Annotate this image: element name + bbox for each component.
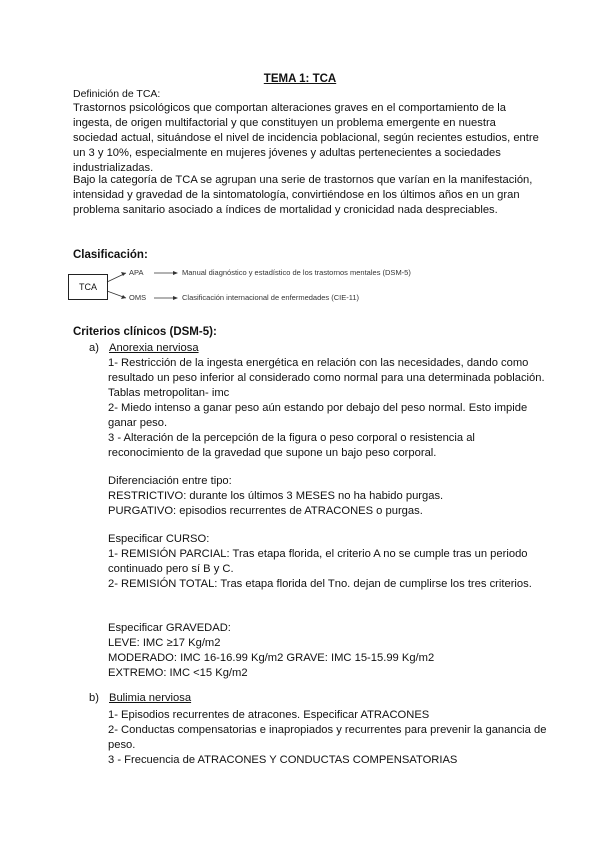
bulimia-heading-row <box>89 692 191 704</box>
arrowhead-oms-text <box>173 296 178 300</box>
list-marker: b) <box>89 692 99 704</box>
bulimia-heading: Bulimia nerviosa <box>109 692 192 704</box>
list-item: 2- Conductas compensatorias e inapropiados y recurrentes para prevenir la ganancia de peso. <box>108 724 547 751</box>
list-item: PURGATIVO: episodios recurrentes de ATRACONES o purgas. <box>108 505 423 517</box>
anorexia-heading-row <box>89 342 199 354</box>
classification-heading: Clasificación: <box>73 249 148 261</box>
category-paragraph: Bajo la categoría de TCA se agrupan una serie de trastornos que varían en la manifestación, intensidad y gravedad de la sintomatología, convirtiéndose en los últimos años en un gran problema sanitario asociado a índices de mortalidad y cronicidad nada despreciables. <box>73 174 533 216</box>
anorexia-criteria <box>108 356 548 461</box>
list-marker: a) <box>89 342 99 354</box>
anorexia-types <box>108 474 548 519</box>
arrowhead-apa-text <box>173 271 178 275</box>
oms-description: Clasificación internacional de enfermedades (CIE-11) <box>182 293 360 302</box>
anorexia-course <box>108 532 548 592</box>
list-item: 2- Miedo intenso a ganar peso aún estando por debajo del peso normal. Esto impide ganar peso. <box>108 402 528 429</box>
list-item: MODERADO: IMC 16-16.99 Kg/m2 GRAVE: IMC 15-15.99 Kg/m2 <box>108 652 435 664</box>
list-item: LEVE: IMC ≥17 Kg/m2 <box>108 637 221 649</box>
definition-heading: Definición de TCA: <box>73 88 161 100</box>
list-item: 3 - Alteración de la percepción de la figura o peso corporal o resistencia al reconocimiento de la gravedad que supone un bajo peso corporal. <box>108 432 475 459</box>
types-heading: Diferenciación entre tipo: <box>108 475 232 487</box>
page-title: TEMA 1: TCA <box>263 73 337 85</box>
apa-label: APA <box>129 268 144 277</box>
tca-box: TCA <box>68 274 108 300</box>
bulimia-criteria <box>108 708 548 768</box>
list-item: 1- REMISIÓN PARCIAL: Tras etapa florida, el criterio A no se cumple tras un periodo continuado pero sí B y C. <box>108 548 528 575</box>
list-item: 1- Restricción de la ingesta energética en relación con las necesidades, dando como resultado un peso inferior al considerado como normal para una determinada población. Tablas metropolitan- imc <box>108 357 545 399</box>
classification-diagram <box>68 267 468 309</box>
criteria-heading: Criterios clínicos (DSM-5): <box>73 326 217 338</box>
list-item: 1- Episodios recurrentes de atracones. Especificar ATRACONES <box>108 709 430 721</box>
anorexia-heading: Anorexia nerviosa <box>109 342 199 354</box>
list-item: RESTRICTIVO: durante los últimos 3 MESES no ha habido purgas. <box>108 490 444 502</box>
anorexia-severity <box>108 621 548 681</box>
list-item: 2- REMISIÓN TOTAL: Tras etapa florida del Tno. dejan de cumplirse los tres criterios. <box>108 578 532 590</box>
list-item: 3 - Frecuencia de ATRACONES Y CONDUCTAS COMPENSATORIAS <box>108 754 458 766</box>
course-heading: Especificar CURSO: <box>108 533 210 545</box>
list-item: EXTREMO: IMC <15 Kg/m2 <box>108 667 248 679</box>
oms-label: OMS <box>129 293 147 302</box>
definition-paragraph: Trastornos psicológicos que comportan alteraciones graves en el comportamiento de la ingesta, de origen multifactorial y que constituyen un problema emergente en nuestra sociedad actual, situándose el nivel de incidencia poblacional, según recientes estudios, entre un 3 y 10%, especialmente en mujeres jóvenes y adultas pertenecientes a sociedades industrializadas. <box>73 102 539 174</box>
severity-heading: Especificar GRAVEDAD: <box>108 622 231 634</box>
arrowhead-oms <box>121 295 126 299</box>
apa-description: Manual diagnóstico y estadístico de los trastornos mentales (DSM-5) <box>182 268 411 277</box>
